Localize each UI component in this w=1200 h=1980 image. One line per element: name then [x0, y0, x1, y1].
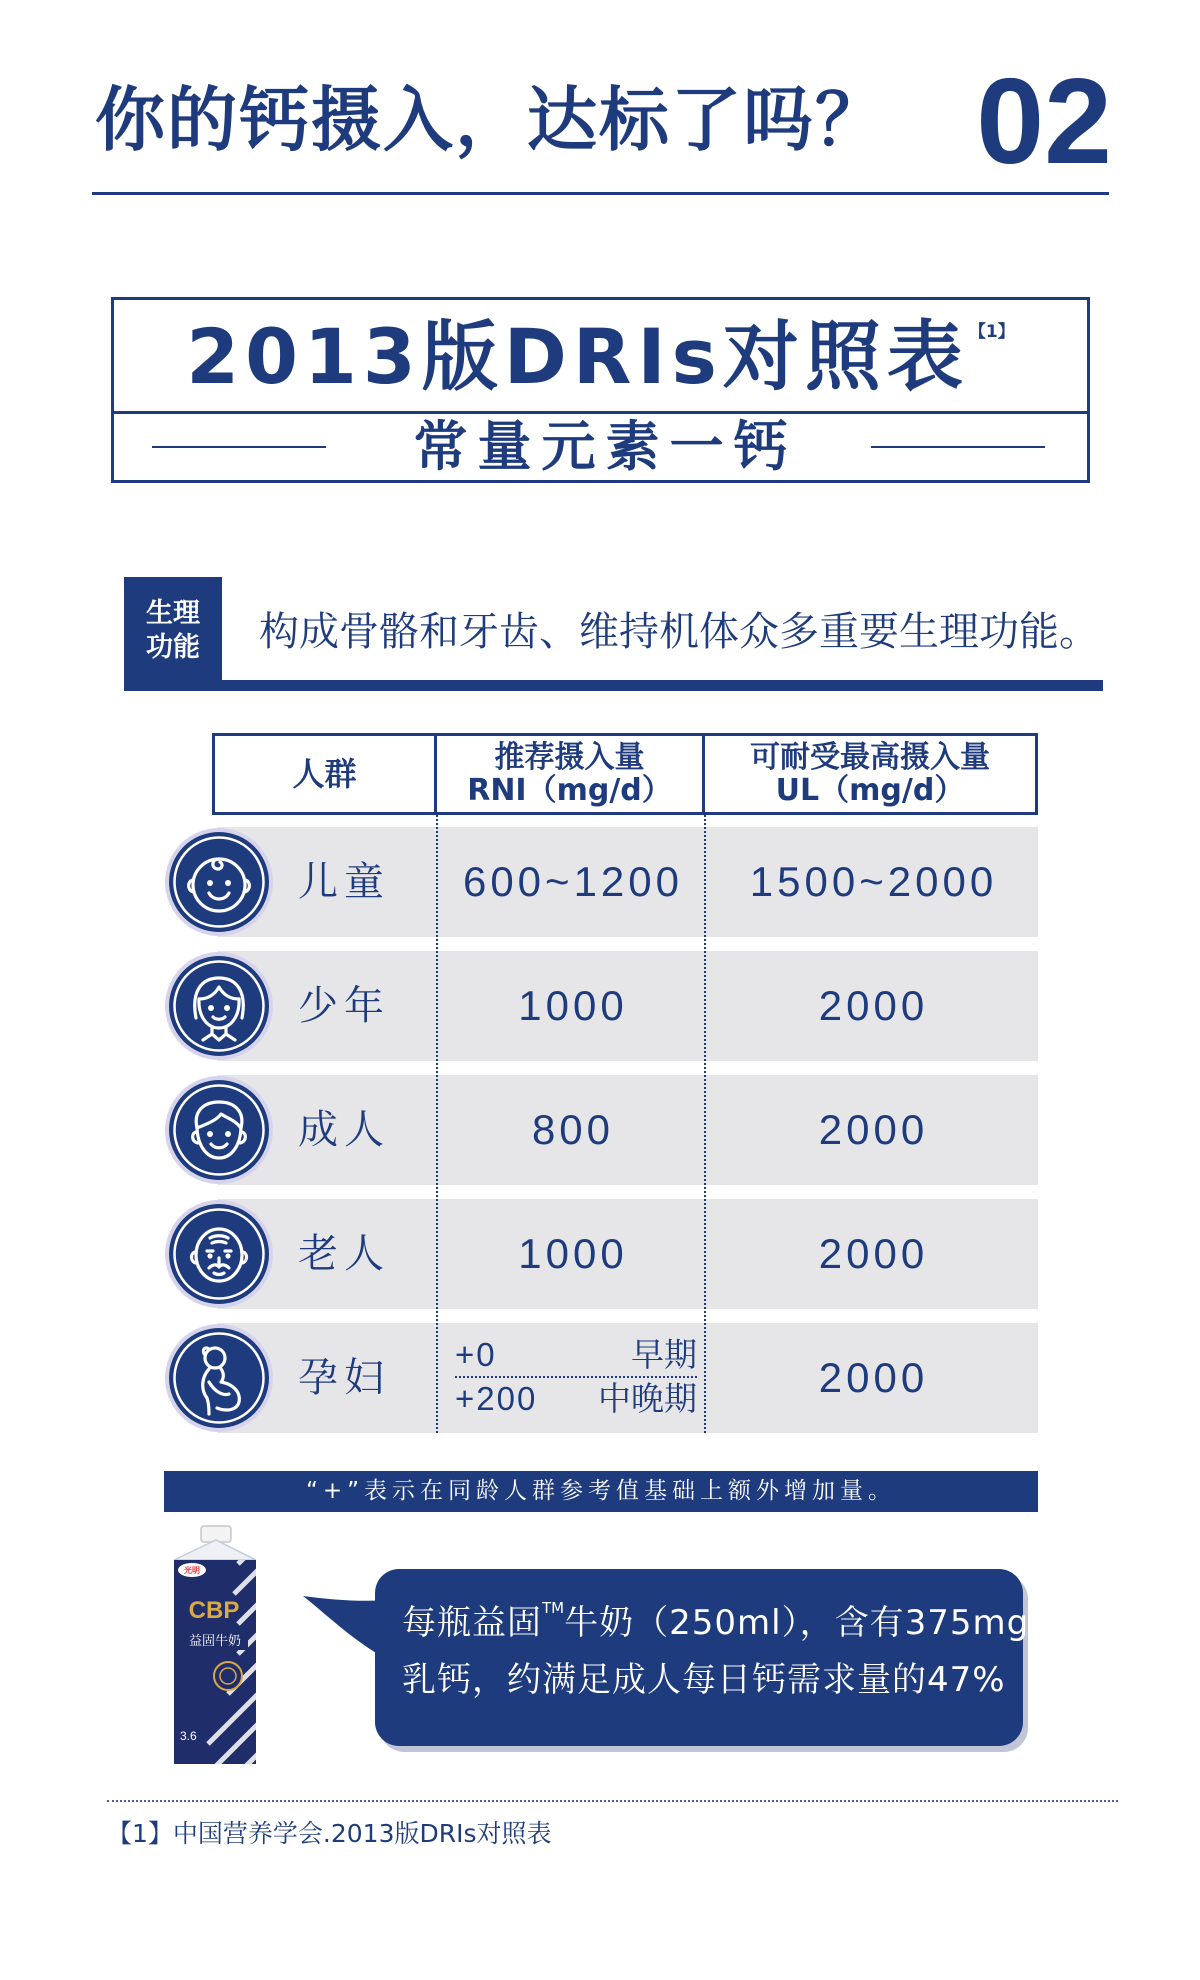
- function-tag: [124, 577, 222, 685]
- rni-value: 1000: [518, 982, 628, 1029]
- dri-title-text: 2013版DRIs对照表: [186, 312, 969, 401]
- early-stage-label: 早期: [631, 1335, 697, 1374]
- function-tag-line1: 生理: [146, 598, 200, 629]
- carton-product-name: 益固牛奶: [188, 1634, 242, 1649]
- note-bar: “+”表示在同龄人群参考值基础上额外增加量。: [164, 1471, 1038, 1512]
- pregnant-woman-icon: [165, 1324, 273, 1432]
- header-ul-unit: UL（mg/d）: [775, 773, 965, 808]
- late-stage-value: +200: [455, 1380, 538, 1417]
- function-underline-bar: [124, 680, 1103, 691]
- page-number: 02: [976, 53, 1112, 189]
- dri-table-title: [114, 314, 1087, 400]
- group-name: 儿童: [298, 859, 390, 905]
- dri-subtitle: 常量元素一钙: [413, 415, 798, 478]
- ul-value: 1500~2000: [749, 858, 998, 905]
- early-stage-row: [455, 1337, 697, 1373]
- table-row: [0, 827, 1200, 937]
- pregnancy-stage-values: [455, 1337, 697, 1417]
- reference-marker: 【1】: [968, 322, 1015, 342]
- elderly-face-icon: [165, 1200, 273, 1308]
- bubble-line-2: 乳钙，约满足成人每日钙需求量的47%: [402, 1660, 1006, 1700]
- dri-title-box: [111, 297, 1090, 483]
- table-row: [0, 1075, 1200, 1185]
- ul-value: 2000: [818, 982, 929, 1029]
- header-rni-label: 推荐摄入量: [494, 740, 645, 775]
- subtitle-line-right: [871, 446, 1045, 448]
- ul-value: 2000: [818, 1106, 929, 1153]
- group-name: 老人: [298, 1231, 390, 1277]
- header-divider: [92, 192, 1109, 195]
- late-stage-row: [455, 1381, 697, 1417]
- rni-value: 1000: [518, 1230, 628, 1277]
- footnote-divider: [107, 1800, 1118, 1802]
- bubble-line-1-start: 每瓶益固: [402, 1603, 542, 1643]
- header-rni-unit: RNI（mg/d）: [467, 773, 672, 808]
- carton-protein-value: 3.6: [180, 1729, 197, 1743]
- rni-value: 600~1200: [462, 858, 684, 905]
- header-rni: [437, 736, 705, 812]
- function-text: 构成骨骼和牙齿、维持机体众多重要生理功能。: [259, 609, 1099, 655]
- column-separator-rni: [436, 815, 438, 1433]
- late-stage-label: 中晚期: [598, 1379, 697, 1418]
- header-group-label: 人群: [292, 754, 357, 793]
- group-name: 成人: [298, 1107, 390, 1153]
- table-row: [0, 1199, 1200, 1309]
- trademark-mark: TM: [542, 1599, 565, 1617]
- header-ul-label: 可耐受最高摄入量: [750, 740, 990, 775]
- ul-value: 2000: [818, 1230, 929, 1277]
- stage-divider: [455, 1376, 697, 1378]
- group-name: 孕妇: [298, 1355, 390, 1401]
- child-face-icon: [165, 828, 273, 936]
- carton-badge: CBP: [188, 1597, 240, 1624]
- page-title: 你的钙摄入，达标了吗？: [95, 79, 887, 161]
- table-header: [212, 733, 1038, 815]
- column-separator-ul: [704, 815, 706, 1433]
- header-ul: [705, 736, 1035, 812]
- footnote: 【1】中国营养学会.2013版DRIs对照表: [107, 1819, 552, 1848]
- bubble-line-1: [402, 1595, 1029, 1651]
- ul-value: 2000: [818, 1354, 929, 1401]
- carton-brand: 光明: [184, 1566, 200, 1575]
- group-name: 少年: [298, 983, 390, 1029]
- adult-face-icon: [165, 1076, 273, 1184]
- table-row: [0, 951, 1200, 1061]
- rni-value: 800: [531, 1106, 615, 1153]
- teen-face-icon: [165, 952, 273, 1060]
- header-group: [215, 736, 437, 812]
- function-tag-line2: 功能: [146, 632, 200, 663]
- early-stage-value: +0: [455, 1336, 497, 1373]
- bubble-line-1-end: 牛奶（250ml），含有375mg: [564, 1603, 1030, 1643]
- milk-carton-icon: [168, 1524, 262, 1770]
